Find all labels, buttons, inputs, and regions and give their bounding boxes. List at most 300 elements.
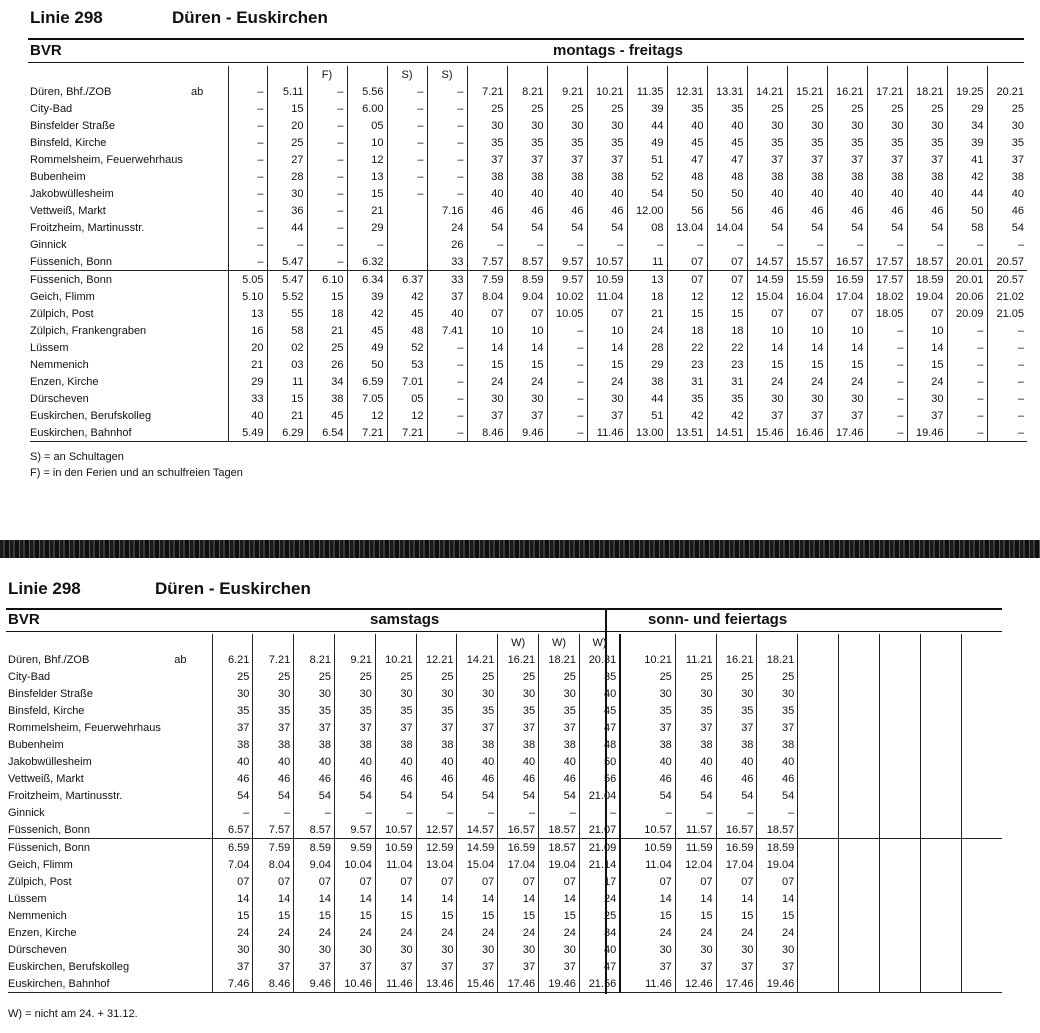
stop-name: Füssenich, Bonn: [8, 839, 171, 857]
departure-time: 20.31: [579, 651, 620, 668]
departure-time: 05: [387, 390, 427, 407]
departure-time: 5.11: [267, 83, 307, 100]
departure-time: 38: [757, 736, 798, 753]
departure-time: [961, 770, 1002, 787]
departure-time: 15: [787, 356, 827, 373]
stop-row: [8, 736, 1002, 753]
trip-note: [347, 66, 387, 83]
departure-time: –: [347, 236, 387, 253]
trip-note: [457, 634, 498, 651]
departure-time: 25: [547, 100, 587, 117]
departure-time: 31: [707, 373, 747, 390]
departure-time: –: [228, 253, 267, 271]
departure-marker: [171, 924, 212, 941]
trip-note: [757, 634, 798, 651]
departure-time: [798, 719, 839, 736]
departure-time: 31: [667, 373, 707, 390]
departure-time: 11.59: [675, 839, 716, 857]
departure-time: 37: [457, 958, 498, 975]
departure-time: 19.04: [907, 288, 947, 305]
departure-time: [879, 668, 920, 685]
departure-time: 54: [627, 185, 667, 202]
departure-time: –: [267, 236, 307, 253]
departure-time: 17.21: [867, 83, 907, 100]
trip-note: [253, 634, 294, 651]
departure-time: 7.46: [212, 975, 253, 993]
departure-time: 02: [267, 339, 307, 356]
stop-row: [8, 804, 1002, 821]
stop-row: [30, 271, 1027, 289]
departure-time: [961, 924, 1002, 941]
departure-time: 15: [212, 907, 253, 924]
stop-row: [8, 770, 1002, 787]
departure-time: –: [228, 185, 267, 202]
departure-time: 07: [467, 305, 507, 322]
departure-time: 30: [498, 685, 539, 702]
trip-note: [827, 66, 867, 83]
scan-tear-edge: [0, 540, 1040, 558]
departure-time: 5.10: [228, 288, 267, 305]
departure-time: 25: [375, 668, 416, 685]
departure-time: [961, 890, 1002, 907]
departure-marker: [188, 185, 228, 202]
departure-time: 5.52: [267, 288, 307, 305]
departure-time: –: [427, 83, 467, 100]
departure-time: 30: [375, 685, 416, 702]
departure-time: [920, 651, 961, 668]
departure-time: 8.59: [294, 839, 335, 857]
departure-time: 55: [267, 305, 307, 322]
trip-note: [907, 66, 947, 83]
departure-time: 40: [467, 185, 507, 202]
departure-time: [839, 924, 880, 941]
departure-time: 22: [707, 339, 747, 356]
departure-time: [798, 839, 839, 857]
departure-time: 7.21: [387, 424, 427, 442]
departure-time: 38: [457, 736, 498, 753]
departure-time: 21: [347, 202, 387, 219]
departure-time: 54: [587, 219, 627, 236]
departure-time: 35: [675, 702, 716, 719]
departure-time: 35: [539, 702, 580, 719]
stop-row: [30, 117, 1027, 134]
departure-time: 40: [228, 407, 267, 424]
weekend-sunday-label: sonn- und feiertags: [648, 611, 788, 628]
departure-time: 05: [347, 117, 387, 134]
departure-time: 45: [707, 134, 747, 151]
stop-name: Rommelsheim, Feuerwehrhaus: [8, 721, 161, 734]
departure-time: 54: [416, 787, 457, 804]
departure-time: 7.57: [467, 253, 507, 271]
weekend-header-rule: [6, 631, 1002, 632]
departure-time: 25: [467, 100, 507, 117]
departure-time: 50: [347, 356, 387, 373]
departure-marker: [171, 719, 212, 736]
departure-time: 12: [667, 288, 707, 305]
departure-time: –: [867, 339, 907, 356]
departure-time: [920, 770, 961, 787]
departure-time: 15: [267, 100, 307, 117]
departure-time: 07: [707, 253, 747, 271]
departure-time: –: [228, 83, 267, 100]
departure-time: [879, 804, 920, 821]
departure-time: 10.02: [547, 288, 587, 305]
departure-time: [920, 702, 961, 719]
departure-time: 38: [253, 736, 294, 753]
departure-time: 13.46: [416, 975, 457, 993]
departure-time: 30: [716, 941, 757, 958]
departure-time: –: [987, 373, 1027, 390]
departure-time: 14: [507, 339, 547, 356]
departure-time: [961, 856, 1002, 873]
departure-time: –: [427, 134, 467, 151]
departure-time: [961, 907, 1002, 924]
departure-time: [798, 907, 839, 924]
departure-time: 5.05: [228, 271, 267, 289]
departure-time: 40: [787, 185, 827, 202]
stop-name: Vettweiß, Markt: [30, 204, 106, 217]
departure-time: 21: [627, 305, 667, 322]
departure-time: 7.21: [253, 651, 294, 668]
departure-time: 35: [416, 702, 457, 719]
departure-time: –: [253, 804, 294, 821]
departure-time: 24: [587, 373, 627, 390]
departure-time: 37: [747, 407, 787, 424]
departure-time: 54: [907, 219, 947, 236]
departure-time: 35: [547, 134, 587, 151]
departure-time: 30: [457, 941, 498, 958]
trip-note: S): [427, 66, 467, 83]
departure-time: 40: [212, 753, 253, 770]
departure-time: –: [947, 424, 987, 442]
departure-time: –: [427, 339, 467, 356]
stop-row: [8, 958, 1002, 975]
stop-name: Euskirchen, Berufskolleg: [30, 409, 152, 422]
departure-time: 17.46: [716, 975, 757, 993]
departure-time: 13: [627, 271, 667, 289]
departure-time: 9.46: [507, 424, 547, 442]
departure-time: 30: [716, 685, 757, 702]
departure-time: 21: [228, 356, 267, 373]
departure-time: 14: [467, 339, 507, 356]
departure-time: 20.01: [947, 271, 987, 289]
departure-time: 30: [253, 941, 294, 958]
departure-time: 30: [867, 117, 907, 134]
stop-name: Jakobwüllesheim: [30, 187, 114, 200]
departure-time: 38: [867, 168, 907, 185]
departure-time: 7.41: [427, 322, 467, 339]
departure-time: 6.10: [307, 271, 347, 289]
departure-time: 12: [347, 151, 387, 168]
departure-time: –: [427, 373, 467, 390]
departure-time: 30: [467, 117, 507, 134]
departure-time: 54: [747, 219, 787, 236]
departure-time: –: [947, 390, 987, 407]
weekday-day-type: montags - freitags: [553, 42, 684, 59]
departure-time: 18.57: [757, 821, 798, 839]
departure-time: 38: [827, 168, 867, 185]
departure-time: 20.21: [987, 83, 1027, 100]
departure-time: –: [228, 219, 267, 236]
departure-time: 15: [267, 390, 307, 407]
departure-time: 18.02: [867, 288, 907, 305]
stop-row: [8, 702, 1002, 719]
departure-time: 40: [457, 753, 498, 770]
departure-time: 07: [667, 253, 707, 271]
stop-row: [30, 100, 1027, 117]
departure-time: 10: [587, 322, 627, 339]
departure-time: 11: [627, 253, 667, 271]
departure-marker: [188, 253, 228, 271]
departure-time: 19.04: [757, 856, 798, 873]
departure-time: 54: [253, 787, 294, 804]
departure-time: 44: [947, 185, 987, 202]
weekday-footnote-holiday: F) = in den Ferien und an schulfreien Tagen: [30, 467, 243, 479]
departure-time: [798, 975, 839, 993]
departure-marker: [171, 907, 212, 924]
departure-time: 14: [539, 890, 580, 907]
departure-time: 15: [827, 356, 867, 373]
departure-time: 40: [253, 753, 294, 770]
departure-time: –: [867, 236, 907, 253]
departure-time: 23: [667, 356, 707, 373]
departure-time: 37: [498, 958, 539, 975]
trip-note: [716, 634, 757, 651]
departure-time: 15: [620, 907, 675, 924]
departure-time: 7.21: [467, 83, 507, 100]
departure-time: 33: [228, 390, 267, 407]
departure-time: [798, 753, 839, 770]
departure-time: 07: [667, 271, 707, 289]
departure-time: 14: [827, 339, 867, 356]
departure-time: 7.59: [467, 271, 507, 289]
stop-name: Zülpich, Post: [8, 875, 72, 888]
departure-time: 30: [620, 685, 675, 702]
departure-time: 10: [507, 322, 547, 339]
departure-time: [920, 685, 961, 702]
trip-note: [920, 634, 961, 651]
stop-name: Nemmenich: [30, 358, 89, 371]
stop-name: City-Bad: [30, 102, 73, 115]
departure-marker: [171, 787, 212, 804]
departure-time: 40: [587, 185, 627, 202]
departure-time: 15.21: [787, 83, 827, 100]
stop-row: [30, 407, 1027, 424]
departure-time: 38: [907, 168, 947, 185]
departure-time: [798, 856, 839, 873]
departure-time: 20.57: [987, 253, 1027, 271]
stop-row: [8, 651, 1002, 668]
departure-time: 35: [294, 702, 335, 719]
departure-time: 37: [620, 958, 675, 975]
stop-row: [30, 83, 1027, 100]
departure-time: 24: [827, 373, 867, 390]
departure-time: 35: [987, 134, 1027, 151]
stop-row: [30, 236, 1027, 253]
departure-time: 46: [457, 770, 498, 787]
departure-time: 11.57: [675, 821, 716, 839]
departure-time: 58: [267, 322, 307, 339]
trip-note: [675, 634, 716, 651]
departure-time: [920, 856, 961, 873]
departure-time: 21.09: [579, 839, 620, 857]
departure-time: 15.04: [747, 288, 787, 305]
trip-note: [507, 66, 547, 83]
departure-time: 54: [867, 219, 907, 236]
departure-time: 14.59: [457, 839, 498, 857]
departure-time: 41: [947, 151, 987, 168]
departure-time: –: [947, 339, 987, 356]
departure-time: 49: [627, 134, 667, 151]
departure-time: 54: [375, 787, 416, 804]
departure-marker: [171, 958, 212, 975]
departure-time: 9.57: [335, 821, 376, 839]
departure-time: 29: [228, 373, 267, 390]
departure-time: 30: [267, 185, 307, 202]
departure-time: 30: [507, 117, 547, 134]
departure-time: 15: [507, 356, 547, 373]
stop-name: Froitzheim, Martinusstr.: [8, 789, 123, 802]
departure-time: 52: [627, 168, 667, 185]
departure-time: 30: [747, 390, 787, 407]
departure-time: –: [987, 424, 1027, 442]
departure-time: 20.09: [947, 305, 987, 322]
departure-time: [961, 839, 1002, 857]
departure-time: 30: [987, 117, 1027, 134]
departure-time: 30: [757, 941, 798, 958]
weekday-footnote-school: S) = an Schultagen: [30, 451, 124, 463]
departure-time: [839, 821, 880, 839]
departure-time: –: [387, 168, 427, 185]
departure-time: 51: [627, 151, 667, 168]
stop-name: Zülpich, Post: [30, 307, 94, 320]
departure-time: 20: [267, 117, 307, 134]
departure-time: 47: [667, 151, 707, 168]
departure-time: 45: [347, 322, 387, 339]
departure-time: –: [228, 134, 267, 151]
stop-row: [30, 134, 1027, 151]
departure-marker: [171, 890, 212, 907]
stop-name: Euskirchen, Bahnhof: [30, 424, 188, 442]
departure-time: 37: [620, 719, 675, 736]
departure-time: 30: [757, 685, 798, 702]
departure-time: 42: [347, 305, 387, 322]
departure-time: –: [498, 804, 539, 821]
departure-time: 9.04: [294, 856, 335, 873]
departure-time: 16.57: [498, 821, 539, 839]
departure-marker: [188, 373, 228, 390]
departure-time: [879, 924, 920, 941]
departure-time: [839, 651, 880, 668]
departure-time: [920, 787, 961, 804]
departure-time: –: [867, 356, 907, 373]
departure-time: 25: [307, 339, 347, 356]
departure-time: 25: [267, 134, 307, 151]
departure-time: 46: [539, 770, 580, 787]
departure-time: [879, 856, 920, 873]
departure-time: 24: [579, 890, 620, 907]
departure-time: 47: [579, 719, 620, 736]
departure-time: –: [387, 134, 427, 151]
departure-time: 8.59: [507, 271, 547, 289]
departure-time: –: [867, 322, 907, 339]
departure-marker: [188, 236, 228, 253]
departure-time: –: [307, 219, 347, 236]
departure-time: 40: [427, 305, 467, 322]
departure-time: [961, 941, 1002, 958]
weekend-operator: BVR: [8, 611, 40, 628]
stop-name: Dürscheven: [8, 943, 67, 956]
departure-time: 18: [307, 305, 347, 322]
departure-time: [798, 821, 839, 839]
trip-note: [798, 634, 839, 651]
departure-time: –: [335, 804, 376, 821]
departure-time: [839, 753, 880, 770]
departure-time: –: [228, 168, 267, 185]
departure-time: 39: [947, 134, 987, 151]
departure-time: 19.04: [539, 856, 580, 873]
departure-marker: [171, 770, 212, 787]
departure-time: 30: [587, 117, 627, 134]
departure-time: 37: [987, 151, 1027, 168]
departure-time: 30: [253, 685, 294, 702]
departure-time: 25: [987, 100, 1027, 117]
departure-time: 21.02: [987, 288, 1027, 305]
departure-time: –: [539, 804, 580, 821]
stop-row: [30, 339, 1027, 356]
departure-time: 5.47: [267, 253, 307, 271]
departure-time: 17.04: [498, 856, 539, 873]
departure-time: –: [627, 236, 667, 253]
departure-time: 14: [498, 890, 539, 907]
departure-time: 16: [228, 322, 267, 339]
departure-time: 40: [907, 185, 947, 202]
departure-time: 38: [675, 736, 716, 753]
departure-time: 15: [307, 288, 347, 305]
departure-time: –: [947, 373, 987, 390]
departure-time: 40: [579, 941, 620, 958]
departure-time: 54: [716, 787, 757, 804]
departure-time: 24: [375, 924, 416, 941]
stop-row: [30, 356, 1027, 373]
departure-time: 37: [547, 151, 587, 168]
trip-note: [267, 66, 307, 83]
departure-time: 27: [267, 151, 307, 168]
departure-time: 10: [747, 322, 787, 339]
departure-time: 46: [827, 202, 867, 219]
departure-time: 38: [507, 168, 547, 185]
stop-name: Ginnick: [30, 238, 67, 251]
departure-time: 40: [416, 753, 457, 770]
departure-time: 12.46: [675, 975, 716, 993]
departure-time: [839, 941, 880, 958]
departure-time: [839, 736, 880, 753]
departure-time: 8.57: [294, 821, 335, 839]
departure-time: 07: [716, 873, 757, 890]
departure-marker: [171, 736, 212, 753]
departure-time: 47: [579, 958, 620, 975]
departure-marker: [171, 804, 212, 821]
departure-time: –: [987, 407, 1027, 424]
departure-time: 30: [675, 685, 716, 702]
stop-name: Ginnick: [8, 806, 45, 819]
departure-time: 12.31: [667, 83, 707, 100]
departure-time: 7.57: [253, 821, 294, 839]
stop-row: [8, 856, 1002, 873]
departure-time: 18.21: [907, 83, 947, 100]
departure-time: 44: [267, 219, 307, 236]
departure-time: 15: [707, 305, 747, 322]
